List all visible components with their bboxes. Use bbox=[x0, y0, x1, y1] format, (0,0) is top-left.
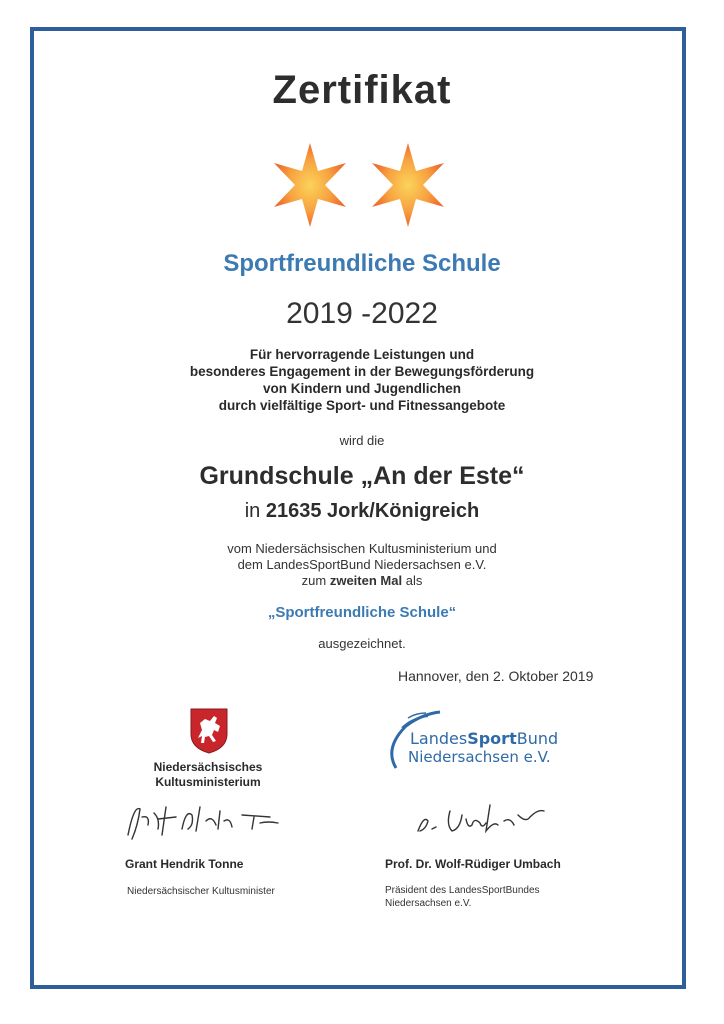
reason-line: durch vielfältige Sport- und Fitnessangebote bbox=[218, 398, 506, 413]
school-place bbox=[0, 500, 724, 523]
signature-umbach bbox=[410, 795, 560, 845]
times-suffix: als bbox=[405, 573, 423, 588]
school-name: Grundschule „An der Este“ bbox=[199, 462, 525, 490]
lsb-logo-text bbox=[410, 729, 558, 748]
star-icon bbox=[274, 143, 346, 227]
signatory-name-lsb: Prof. Dr. Wolf-Rüdiger Umbach bbox=[385, 857, 561, 871]
place-prefix: in bbox=[244, 500, 261, 522]
signatory-role-lsb bbox=[385, 884, 540, 910]
lsb-logo-line2: Niedersachsen e.V. bbox=[408, 748, 551, 766]
awarding-bodies bbox=[0, 541, 724, 589]
certificate-years: 2019 -2022 bbox=[286, 297, 438, 330]
stars-emblem bbox=[262, 140, 462, 230]
ministry-name bbox=[108, 760, 308, 790]
reason-line: von Kindern und Jugendlichen bbox=[262, 381, 461, 396]
times-prefix: zum bbox=[301, 573, 327, 588]
reason-line: Für hervorragende Leistungen und bbox=[249, 347, 475, 362]
dateline: Hannover, den 2. Oktober 2019 bbox=[398, 668, 594, 684]
signatory-name-ministry: Grant Hendrik Tonne bbox=[125, 857, 244, 871]
times-line bbox=[0, 573, 724, 589]
awarding-line: dem LandesSportBund Niedersachsen e.V. bbox=[237, 557, 487, 572]
ministry-name-line: Kultusministerium bbox=[155, 775, 261, 789]
place-name: 21635 Jork/Königreich bbox=[265, 500, 480, 522]
certificate-title: Zertifikat bbox=[272, 68, 452, 112]
reason-text bbox=[0, 346, 724, 414]
signature-tonne bbox=[120, 795, 290, 845]
certificate-subtitle: Sportfreundliche Schule bbox=[223, 250, 501, 277]
role-line: Niedersachsen e.V. bbox=[385, 898, 472, 909]
reason-line: besonderes Engagement in der Bewegungsförderung bbox=[189, 364, 535, 379]
award-title-quote: „Sportfreundliche Schule“ bbox=[267, 604, 457, 621]
role-line: Präsident des LandesSportBundes bbox=[385, 885, 540, 896]
wird-die-text: wird die bbox=[339, 433, 385, 448]
star-icon bbox=[372, 143, 444, 227]
times-bold: zweiten Mal bbox=[329, 573, 403, 588]
awarding-line: vom Niedersächsischen Kultusministerium und bbox=[227, 541, 497, 556]
lsb-logo-part: Landes bbox=[410, 729, 468, 748]
signatory-role-ministry: Niedersächsischer Kultusminister bbox=[127, 886, 275, 897]
niedersachsen-coat-of-arms-icon bbox=[190, 708, 228, 754]
awarded-text: ausgezeichnet. bbox=[318, 636, 406, 651]
lsb-logo-part: Sport bbox=[467, 729, 517, 748]
ministry-name-line: Niedersächsisches bbox=[153, 760, 263, 774]
lsb-logo-part: Bund bbox=[516, 729, 559, 748]
